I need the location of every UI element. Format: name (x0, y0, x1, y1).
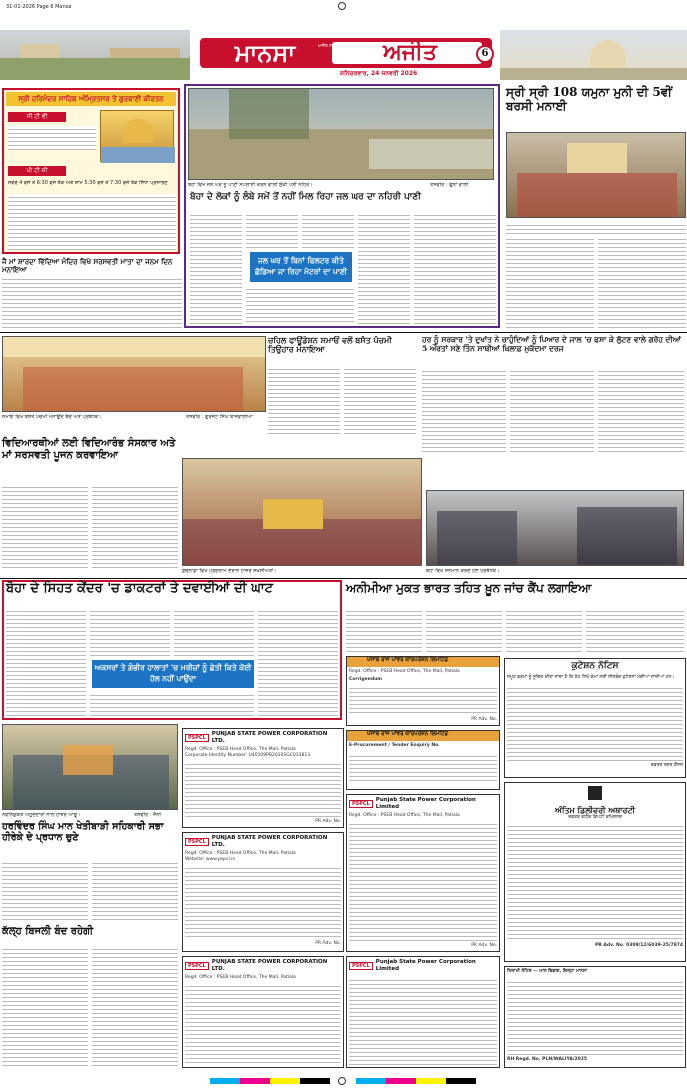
doctors-headline: ਬੋਹਾ ਦੇ ਸਿਹਤ ਕੇਂਦਰ 'ਚ ਡਾਕਟਰਾਂ ਤੇ ਦਵਾਈਆਂ ਦੀ ਘਾਟ (6, 581, 273, 596)
page-slug: 31-01-2026 Page 6 Mansa (6, 4, 72, 10)
yamuna-photo (506, 132, 686, 218)
auction-code: RH Regd. No. PLN/WALIYA/2025 (507, 1057, 588, 1062)
blood-camp-photo (426, 490, 684, 566)
quotation-notice (504, 658, 686, 778)
main-photo-credit: ਤਸਵੀਰ : ਫੁੱਲਾਂ ਵਾਲੀ (430, 182, 469, 188)
pspcl-ad-6 (182, 956, 344, 1068)
page-number: 6 (481, 48, 489, 59)
main-story-photo (188, 88, 494, 180)
case-headline: ਹਰ ਨੂੰ ਸਰਕਾਰ 'ਤੇ ਦੁਖਾਂਤ ਨੇ ਚਾਹੁੰਦਿਆਂ ਨੂੰ ਪਿਆਰ ਦੇ ਜਾਲ 'ਚ ਫਸਾ ਕੇ ਲੁੱਟਣ ਵਾਲੇ ਗਰੋਹ ਦੀਆਂ 5 ਔਰਤਾਂ ਸਣੇ ਤਿੰਨ ਸਾਥੀਆਂ ਖ਼ਿਲਾਫ਼ ਮੁਕੱਦਮਾ ਦਰਜ (422, 335, 681, 353)
kirtan-tag-2: ਪੀ ਟੀ ਸੀ (8, 166, 66, 176)
pspcl-ad-2 (182, 728, 344, 828)
harvinder-credit: ਤਸਵੀਰ : ਜੈਨੀ (134, 812, 162, 818)
pspcl-ad-5 (346, 794, 500, 952)
pspcl-logo-icon-4: PSPCL (185, 962, 209, 970)
pspcl-ad-4 (182, 832, 344, 952)
pspcl-ad-5-name: Punjab State Power Corporation Limited (375, 797, 476, 810)
masthead-photo-left (0, 30, 190, 80)
pspcl-ad-3 (346, 730, 500, 790)
maa-body (2, 276, 182, 328)
auction-ad (504, 966, 686, 1068)
golden-temple-photo (100, 110, 174, 162)
print-color-bar-2 (356, 1078, 476, 1084)
delivery-code: PR Adv. No. 0309/12/6039-25/7874 (595, 943, 683, 949)
pspcl-logo-icon: PSPCL (185, 734, 209, 742)
pspcl-ad-4-name: PUNJAB STATE POWER CORPORATION LTD. (211, 835, 328, 848)
delivery-sub: ਦਫ਼ਤਰ ਵਧੀਕ ਡਿਪਟੀ ਕਮਿਸ਼ਨਰ (568, 815, 622, 821)
pspcl-ad-7-name: Punjab State Power Corporation Limited (375, 959, 476, 972)
pspcl-ad-2-name: PUNJAB STATE POWER CORPORATION LTD. (211, 731, 328, 744)
harvinder-photo (2, 724, 178, 810)
quotation-credit: ਦਫ਼ਤਰ ਨਗਰ ਕੌਂਸਲ (650, 763, 683, 769)
masthead-photo-right (500, 30, 687, 80)
main-headline: ਬੋਹਾ ਦੇ ਲੋਕਾਂ ਨੂੰ ਲੰਬੇ ਸਮੇਂ ਤੋਂ ਨਹੀਂ ਮਿਲ ਰਿਹਾ ਜਲ ਘਰ ਦਾ ਨਹਿਰੀ ਪਾਣੀ (190, 192, 421, 202)
basant-caption: ਸਮਾਓਂ ਵਿਖੇ ਬਸੰਤ ਪੰਚਮੀ ਮਨਾਉਂਦੇ ਬੱਚੇ ਅਤੇ ਪ੍ਰਬੰਧਕ। (2, 414, 102, 420)
saraswati-caption: ਬੁਢਲਾਡਾ ਵਿਖੇ ਪ੍ਰੋਗਰਾਮ ਦੌਰਾਨ ਹਾਜ਼ਰ ਸ਼ਖ਼ਸੀਅਤਾਂ। (182, 568, 277, 574)
power-headline: ਕੱਲ੍ਹ ਬਿਜਲੀ ਬੰਦ ਰਹੇਗੀ (2, 926, 94, 937)
pspcl-ad-3-name: ਪੰਜਾਬ ਰਾਜ ਪਾਵਰ ਕਾਰਪੋਰੇਸ਼ਨ ਲਿਮਟਿਡ (347, 731, 499, 741)
quotation-title: ਕੁਟੇਸ਼ਨ ਨੋਟਿਸ (571, 661, 619, 671)
pspcl-ad-1-office: Regd. Office : PSEB Head Office, The Mall, Patiala (349, 669, 460, 674)
print-color-bar (210, 1078, 330, 1084)
masthead-paper: ਅਜੀਤ (383, 39, 437, 65)
kirtan-box (2, 88, 180, 254)
pspcl-ad-4-web: Website: www.pspcl.in (185, 857, 236, 862)
quotation-body: ਸਮੂਹ ਫਰਮਾਂ ਨੂੰ ਸੂਚਿਤ ਕੀਤਾ ਜਾਂਦਾ ਹੈ ਕਿ ਹੇਠ ਲਿਖੇ ਕੰਮਾਂ ਲਈ ਸੀਲਬੰਦ ਕੁਟੇਸ਼ਨਾਂ ਮੰਗੀਆਂ ਜਾਂਦੀਆਂ ਹਨ। (507, 675, 675, 681)
masthead-supplement: ਅਜੀਤ ਸਹਿਯੋਗ (318, 43, 342, 48)
basant-photo (2, 336, 266, 412)
kirtan-body: ਸਵੇਰੇ 4 ਵਜੇ ਤੋਂ 6:30 ਵਜੇ ਤੱਕ ਅਤੇ ਸ਼ਾਮ 5:30 ਵਜੇ ਤੋਂ 7:30 ਵਜੇ ਤੱਕ ਸਿੱਧਾ ਪ੍ਰਸਾਰਣ (8, 180, 168, 186)
masthead-city: ਮਾਨਸਾ (234, 38, 296, 67)
pspcl-ad-1-name: ਪੰਜਾਬ ਰਾਜ ਪਾਵਰ ਕਾਰਪੋਰੇਸ਼ਨ ਲਿਮਟਿਡ (347, 657, 499, 667)
kirtan-tag-1: ਜੀ ਟੀ ਵੀ (8, 112, 66, 122)
doctors-pullquote: ਅਕਸਰਾਂ ਤੇ ਗੰਭੀਰ ਹਾਲਾਤਾਂ 'ਚ ਮਰੀਜ਼ਾਂ ਨੂੰ ਛੇਤੀ ਕਿਤੇ ਕੋਈ ਹੱਲ ਨਹੀਂ ਪਾਉਂਦਾ (94, 663, 252, 683)
emblem-icon (588, 786, 602, 800)
pspcl-ad-7 (346, 956, 500, 1068)
maa-headline: ਜੈ ਮਾਂ ਸ਼ਾਰਦਾ ਵਿੱਦਿਆ ਮੰਦਿਰ ਵਿਖੇ ਸਰਸਵਤੀ ਮਾਤਾ ਦਾ ਜਨਮ ਦਿਨ ਮਨਾਇਆ (2, 257, 173, 275)
doctors-pullquote-box (92, 660, 254, 688)
harvinder-headline: ਹਰਵਿੰਦਰ ਸਿੰਘ ਮਾਨ ਖੇਤੀਬਾੜੀ ਸਹਿਕਾਰੀ ਸਭਾ ਹੀਰੇਕੇ ਦੇ ਪ੍ਰਧਾਨ ਚੁਣੇ (2, 821, 164, 843)
page-number-badge (476, 45, 494, 63)
kirtan-lines (8, 126, 96, 150)
yamuna-headline: ਸ੍ਰੀ ਸ੍ਰੀ 108 ਯਮੁਨਾ ਮੁਨੀ ਦੀ 5ਵੀਂ ਬਰਸੀ ਮਨਾਈ (506, 85, 672, 113)
pspcl-ad-4-office: Regd. Office : PSEB Head Office, The Mall, Patiala (185, 851, 296, 856)
pspcl-ad-5-office: Regd. Office : PSEB Head Office, The Mall, Patiala (349, 813, 460, 818)
harvinder-photo-caption: ਨਵਨਿਯੁਕਤ ਅਹੁਦੇਦਾਰਾਂ ਨਾਲ ਹਾਜ਼ਰ ਆਗੂ। (2, 812, 81, 818)
pspcl-ad-6-office: Regd. Office : PSEB Head Office, The Mall, Patiala (185, 975, 296, 980)
registration-mark-bottom (338, 1077, 346, 1085)
pspcl-ad-1 (346, 656, 500, 726)
basant-headline: ਚਹਿਲ ਫਾਊਂਡੇਸ਼ਨ ਸਮਾਓਂ ਵਲੋਂ ਬਸੰਤ ਪੰਚਮੀ ਤਿਉਹਾਰ ਮਨਾਇਆ (268, 335, 392, 355)
pspcl-ad-2-pr: PR Adv. No. (315, 819, 341, 824)
main-photo-caption: ਬੋਹਾ ਵਿਖੇ ਜਲ ਘਰ ਨੂੰ ਪਾਣੀ ਸਪਲਾਈ ਕਰਨ ਵਾਲੀ ਸੁੱਕੀ ਪਈ ਨਹਿਰ। (188, 182, 313, 188)
pspcl-logo-icon-2: PSPCL (185, 838, 209, 846)
basant-credit: ਤਸਵੀਰ : ਗੁਰਜੰਟ ਸਿੰਘ ਬਾਜੇਵਾਲੀਆ (186, 414, 253, 420)
anemia-headline: ਅਨੀਮੀਆ ਮੁਕਤ ਭਾਰਤ ਤਹਿਤ ਖ਼ੂਨ ਜਾਂਚ ਕੈਂਪ ਲਗਾਇਆ (346, 581, 592, 595)
main-pullquote: ਜਲ ਘਰ ਤੋਂ ਬਿਨਾਂ ਫਿਲਟਰ ਕੀਤੇ ਛੱਡਿਆ ਜਾ ਰਿਹਾ ਮੋਟਰਾਂ ਦਾ ਪਾਣੀ (254, 256, 348, 276)
pspcl-ad-6-name: PUNJAB STATE POWER CORPORATION LTD. (211, 959, 328, 972)
kirtan-title: ਸ੍ਰੀ ਹਰਿਮੰਦਰ ਸਾਹਿਬ ਅੰਮ੍ਰਿਤਸਰ ਤੋਂ ਗੁਰਬਾਣੀ ਕੀਰਤਨ (6, 92, 176, 106)
delivery-authority-ad (504, 782, 686, 962)
saraswati-photo (182, 458, 422, 566)
pspcl-logo-icon-5: PSPCL (349, 962, 373, 970)
pspcl-ad-5-pr: PR Adv. No. (471, 943, 497, 948)
masthead-banner (200, 38, 492, 68)
pspcl-ad-1-pr: PR Adv. No. (471, 717, 497, 722)
pspcl-ad-4-pr: PR Adv. No. (315, 941, 341, 946)
masthead-date: ਸ਼ਨਿਚਰਵਾਰ, 24 ਜਨਵਰੀ 2026 (340, 70, 418, 77)
pspcl-ad-1-corrigendum: Corrigendum (349, 677, 382, 682)
pspcl-ad-2-cin: Corporate Identity Number: U40109PB2010SGC033813 (185, 753, 311, 758)
registration-mark (338, 2, 346, 10)
pspcl-ad-2-office: Regd. Office : PSEB Head Office, The Mall, Patiala (185, 747, 296, 752)
delivery-title: ਅੰਤਿਮ ਡਿਲੀਵਰੀ ਅਥਾਰਟੀ (554, 805, 636, 815)
blood-camp-caption: ਬੋਹਾ ਵਿਖੇ ਸਨਮਾਨ ਕਰਦੇ ਹੋਏ ਪ੍ਰਬੰਧਕ। (426, 568, 500, 574)
main-pullquote-box (250, 252, 352, 282)
saraswati-headline: ਵਿਦਿਆਰਥੀਆਂ ਲਈ ਵਿਦਿਆਰੰਭ ਸੰਸਕਾਰ ਅਤੇ ਮਾਂ ਸਰਸਵਤੀ ਪੂਜਨ ਕਰਵਾਇਆ (2, 438, 176, 461)
auction-title: ਨਿਲਾਮੀ ਨੋਟਿਸ — ਮਾਲ ਵਿਭਾਗ, ਜ਼ਿਲ੍ਹਾ ਮਾਨਸਾ (507, 969, 588, 974)
pspcl-logo-icon-3: PSPCL (349, 800, 373, 808)
pspcl-ad-3-tender: E-Procurement / Tender Enquiry No. (349, 743, 440, 748)
